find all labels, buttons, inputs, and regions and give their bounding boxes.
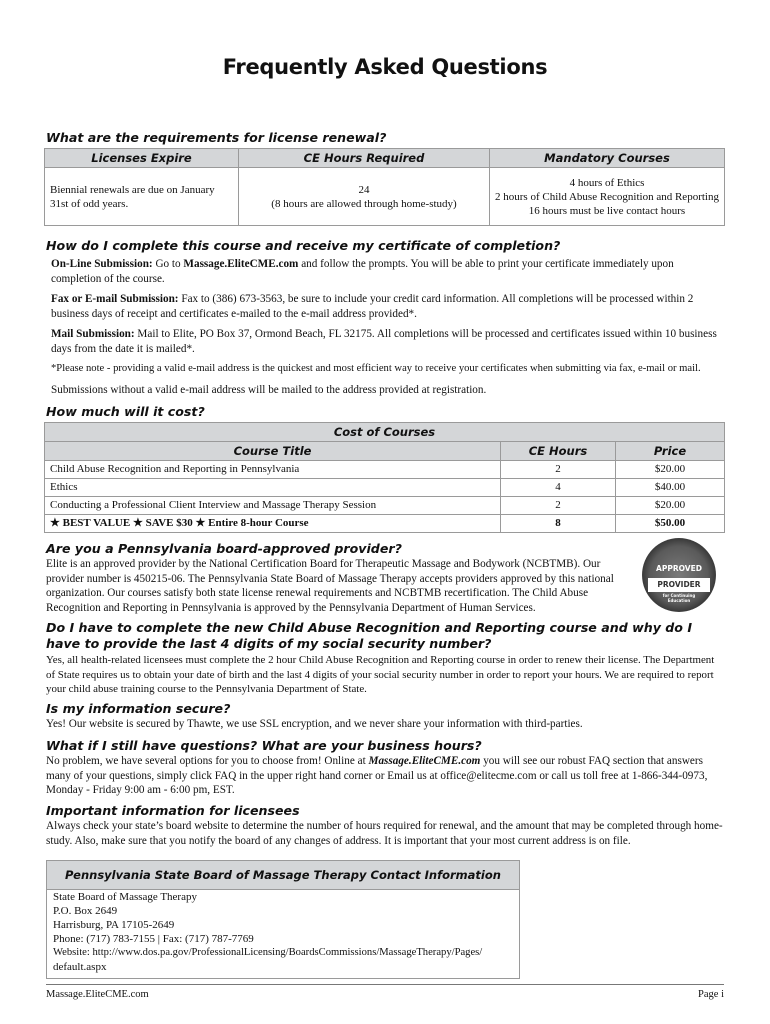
header-mandatory-courses: Mandatory Courses	[490, 149, 725, 168]
contact-line: State Board of Massage Therapy	[53, 891, 197, 903]
question-child-abuse: Do I have to complete the new Child Abuse Recognition and Reporting course and why do I have to provide the last 4 digits of my social security number?	[46, 620, 693, 651]
online-site-link[interactable]: Massage.EliteCME.com	[183, 258, 299, 270]
best-price: $50.00	[616, 515, 725, 533]
contact-website-link[interactable]: Website: http://www.dos.pa.gov/ProfessionalLicensing/BoardsCommissions/MassageTherapy/Pages/	[53, 947, 483, 958]
course-title: Conducting a Professional Client Interview and Massage Therapy Session	[45, 497, 501, 515]
course-price: $20.00	[616, 461, 725, 479]
fax-text: Fax to (386) 673-3563, be sure to include your credit card information. All completions will be processed within 2 business days of receipt and certificates e-mailed to the e-mail address provided*.	[51, 293, 694, 320]
course-title: Ethics	[45, 479, 501, 497]
email-note: *Please note - providing a valid e-mail address is the quickest and most efficient way to receive your certificates when submitting via fax, e-mail or mail.	[51, 363, 701, 374]
contact-line: P.O. Box 2649	[53, 905, 118, 917]
submission-section	[51, 257, 723, 403]
header-ce-hours: CE Hours	[501, 442, 616, 461]
online-pre: Go to	[152, 258, 184, 270]
information-secure-answer: Yes! Our website is secured by Thawte, we use SSL encryption, and we never share your information with third-parties.	[46, 718, 583, 730]
page-title: Frequently Asked Questions	[222, 55, 548, 79]
star-icon: ★	[132, 517, 143, 530]
mandatory-courses-cell	[490, 168, 725, 226]
footer-page-number: Page i	[698, 989, 724, 1000]
contact-website-link-cont[interactable]: default.aspx	[53, 961, 107, 973]
business-hours-answer	[46, 754, 726, 798]
licenses-expire-cell: Biennial renewals are due on January 31st of odd years.	[45, 168, 239, 226]
question-license-renewal: What are the requirements for license renewal?	[46, 130, 387, 145]
course-hours: 4	[501, 479, 616, 497]
mail-label: Mail Submission:	[51, 328, 135, 340]
seal-text-small: for Continuing Education	[662, 593, 696, 603]
footer-site: Massage.EliteCME.com	[46, 989, 149, 1000]
business-hours-post: you will see our robust FAQ section that answers many of your questions, simply click FAQ in the upper right hand corner or Email us at office@elitecme.com or call us toll free at 1-866-344-0973, Monday - Friday 9:00 am - 6:00 pm, EST.	[46, 755, 708, 796]
site-link[interactable]: Massage.EliteCME.com	[368, 755, 481, 767]
course-price: $40.00	[616, 479, 725, 497]
approved-provider-seal	[642, 538, 716, 612]
best-value-label: BEST VALUE	[62, 517, 131, 530]
mandatory-item: 4 hours of Ethics	[569, 176, 645, 189]
fax-submission	[51, 292, 723, 321]
mail-submission	[51, 327, 723, 356]
fax-label: Fax or E-mail Submission:	[51, 293, 179, 305]
renewal-table	[44, 148, 725, 226]
question-important-info: Important information for licensees	[46, 803, 300, 818]
ce-hours-value: 24	[358, 183, 370, 196]
star-icon: ★	[50, 517, 60, 530]
contact-box	[46, 888, 520, 979]
cost-table	[44, 422, 725, 533]
course-hours: 2	[501, 497, 616, 515]
best-hours: 8	[501, 515, 616, 533]
online-label: On-Line Submission:	[51, 258, 153, 270]
contact-line: Harrisburg, PA 17105-2649	[53, 919, 175, 931]
mandatory-item: 16 hours must be live contact hours	[528, 204, 686, 217]
header-price: Price	[616, 442, 725, 461]
online-post: and follow the prompts. You will be able to print your certificate immediately upon completion of the course.	[51, 258, 674, 285]
important-info-answer: Always check your state’s board website to determine the number of hours required for renewal, and the amount that may be completed through home-study. Also, make sure that you notify the board of any changes of address. It is important that your most current address is on file.	[46, 820, 723, 847]
header-course-title: Course Title	[45, 442, 501, 461]
star-icon: ★	[195, 517, 206, 530]
child-abuse-answer: Yes, all health-related licensees must complete the 2 hour Child Abuse Recognition and Reporting course in order to renew their license. The Department of State requires us to obtain your date of birth and the last 4 digits of your social security number in order to report your hours. We are required to report your child abuse training course to the Pennsylvania Department of State.	[46, 654, 715, 695]
approved-provider-answer: Elite is an approved provider by the National Certification Board for Therapeutic Massage and Bodywork (NCBTMB). Our provider number is 450215-06. The Pennsylvania State Board of Massage Therapy accepts providers approved by this national organization. Our courses satisfy both state license renewal requirements and NCBTMB recertification. The Child Abuse Recognition and Reporting in Pennsylvania is approved by the Pennsylvania Department of Human Services.	[46, 558, 614, 614]
seal-text-mid: PROVIDER	[648, 578, 710, 593]
save-label: SAVE $30	[145, 517, 193, 530]
header-ce-hours: CE Hours Required	[239, 149, 490, 168]
question-information-secure: Is my information secure?	[46, 701, 231, 716]
seal-text-top: APPROVED	[656, 564, 702, 573]
question-cost: How much will it cost?	[46, 404, 205, 419]
business-hours-pre: No problem, we have several options for you to choose from! Online at	[46, 755, 369, 767]
course-price: $20.00	[616, 497, 725, 515]
question-certificate: How do I complete this course and receive my certificate of completion?	[46, 238, 561, 253]
question-approved-provider: Are you a Pennsylvania board-approved provider?	[46, 541, 402, 556]
best-value-row	[45, 515, 501, 533]
course-title: Child Abuse Recognition and Reporting in Pennsylvania	[45, 461, 501, 479]
question-business-hours: What if I still have questions? What are your business hours?	[46, 738, 482, 753]
cost-table-title: Cost of Courses	[45, 423, 725, 442]
course-hours: 2	[501, 461, 616, 479]
mail-text: Mail to Elite, PO Box 37, Ormond Beach, FL 32175. All completions will be processed and certificates issued within 10 business days from the date it is mailed*.	[51, 328, 717, 355]
contact-line: Phone: (717) 783-7155 | Fax: (717) 787-7769	[53, 933, 254, 945]
email-note-2: Submissions without a valid e-mail address will be mailed to the address provided at registration.	[51, 383, 487, 396]
header-licenses-expire: Licenses Expire	[45, 149, 239, 168]
online-submission	[51, 257, 723, 286]
ce-hours-cell	[239, 168, 490, 226]
contact-box-title: Pennsylvania State Board of Massage Therapy Contact Information	[46, 860, 520, 890]
ce-hours-note: (8 hours are allowed through home-study)	[271, 197, 457, 210]
footer-divider	[46, 984, 724, 985]
mandatory-item: 2 hours of Child Abuse Recognition and Reporting	[495, 190, 719, 203]
entire-course-label: Entire 8-hour Course	[208, 517, 309, 530]
